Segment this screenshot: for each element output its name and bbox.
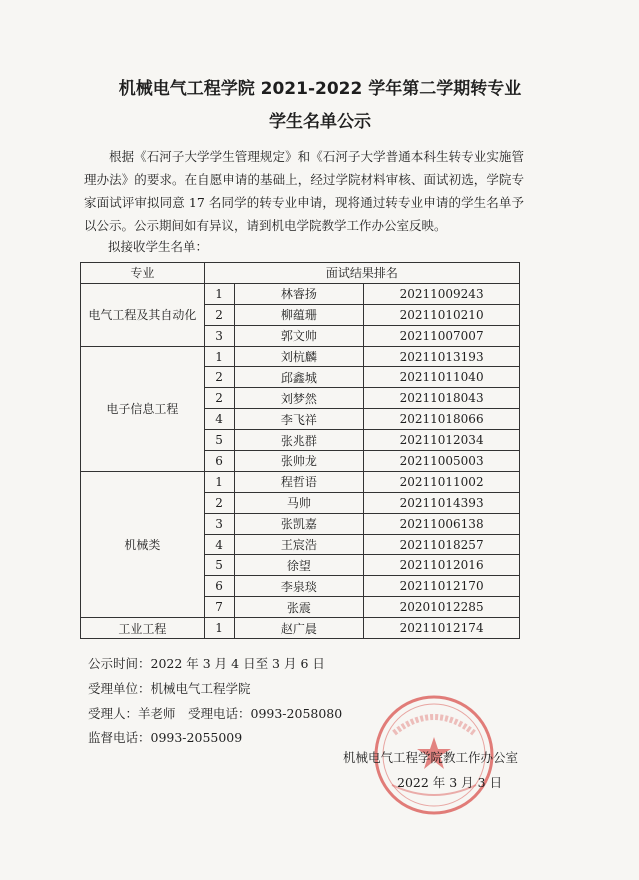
- rank-cell: 2: [204, 388, 234, 409]
- student-name-cell: 徐望: [234, 555, 364, 576]
- student-id-cell: 20211012170: [364, 576, 520, 597]
- student-id-cell: 20211012174: [364, 618, 520, 639]
- rank-cell: 4: [204, 534, 234, 555]
- column-header-major: 专业: [81, 263, 205, 284]
- student-name-cell: 王宸浩: [234, 534, 364, 555]
- student-name-cell: 张震: [234, 597, 364, 618]
- student-list-table: [80, 262, 520, 639]
- rank-cell: 2: [204, 367, 234, 388]
- major-cell: 电子信息工程: [81, 346, 205, 471]
- student-name-cell: 李飞祥: [234, 409, 364, 430]
- rank-cell: 5: [204, 430, 234, 451]
- major-cell: 电气工程及其自动化: [81, 283, 205, 346]
- student-name-cell: 张帅龙: [234, 451, 364, 472]
- document-subtitle: 学生名单公示: [269, 112, 371, 132]
- student-name-cell: 柳蕴珊: [234, 304, 364, 325]
- issuer-office: 机械电气工程学院教工作办公室: [343, 750, 519, 765]
- document-title: 机械电气工程学院 2021-2022 学年第二学期转专业: [118, 79, 522, 99]
- intro-paragraph: 根据《石河子大学学生管理规定》和《石河子大学普通本科生转专业实施管理办法》的要求。在自愿申请的基础上，经过学院材料审核、面试初选，学院专家面试评审拟同意 17 名同学的转专业申请，现将通过转专业申请的学生名单予以公示。公示期间如有异议，请到机电学院教学工作办公室反映。: [84, 149, 524, 233]
- student-name-cell: 刘杭麟: [234, 346, 364, 367]
- student-id-cell: 20211014393: [364, 492, 520, 513]
- receiver-contact: 受理人：羊老师 受理电话：0993-2058080: [88, 706, 343, 721]
- rank-cell: 6: [204, 451, 234, 472]
- rank-cell: 5: [204, 555, 234, 576]
- table-row: [81, 346, 520, 367]
- rank-cell: 1: [204, 471, 234, 492]
- table-row: [81, 471, 520, 492]
- student-name-cell: 郭文帅: [234, 325, 364, 346]
- student-id-cell: 20211006138: [364, 513, 520, 534]
- student-name-cell: 马帅: [234, 492, 364, 513]
- table-header-row: [81, 263, 520, 284]
- student-name-cell: 张凯嘉: [234, 513, 364, 534]
- column-header-result: 面试结果排名: [204, 263, 519, 284]
- issue-date: 2022 年 3 月 3 日: [397, 775, 503, 790]
- student-name-cell: 李泉琰: [234, 576, 364, 597]
- student-id-cell: 20211007007: [364, 325, 520, 346]
- rank-cell: 1: [204, 283, 234, 304]
- student-id-cell: 20211011002: [364, 471, 520, 492]
- student-id-cell: 20211018257: [364, 534, 520, 555]
- rank-cell: 2: [204, 304, 234, 325]
- table-row: [81, 283, 520, 304]
- student-id-cell: 20211011040: [364, 367, 520, 388]
- rank-cell: 1: [204, 346, 234, 367]
- rank-cell: 2: [204, 492, 234, 513]
- student-name-cell: 林睿扬: [234, 283, 364, 304]
- student-id-cell: 20211009243: [364, 283, 520, 304]
- student-name-cell: 刘梦然: [234, 388, 364, 409]
- rank-cell: 3: [204, 325, 234, 346]
- table-body: [81, 283, 520, 638]
- major-cell: 工业工程: [81, 618, 205, 639]
- publicity-time: 公示时间：2022 年 3 月 4 日至 3 月 6 日: [88, 656, 325, 671]
- supervision-phone: 监督电话：0993-2055009: [88, 730, 243, 745]
- rank-cell: 7: [204, 597, 234, 618]
- student-name-cell: 邱鑫城: [234, 367, 364, 388]
- major-cell: 机械类: [81, 471, 205, 617]
- student-id-cell: 20201012285: [364, 597, 520, 618]
- student-id-cell: 20211012034: [364, 430, 520, 451]
- list-label: 拟接收学生名单：: [108, 239, 209, 254]
- student-id-cell: 20211013193: [364, 346, 520, 367]
- rank-cell: 6: [204, 576, 234, 597]
- rank-cell: 1: [204, 618, 234, 639]
- student-id-cell: 20211018066: [364, 409, 520, 430]
- student-name-cell: 程哲语: [234, 471, 364, 492]
- student-id-cell: 20211010210: [364, 304, 520, 325]
- rank-cell: 4: [204, 409, 234, 430]
- receiving-unit: 受理单位：机械电气工程学院: [88, 681, 251, 696]
- student-name-cell: 张兆群: [234, 430, 364, 451]
- student-id-cell: 20211018043: [364, 388, 520, 409]
- student-name-cell: 赵广晨: [234, 618, 364, 639]
- rank-cell: 3: [204, 513, 234, 534]
- student-id-cell: 20211012016: [364, 555, 520, 576]
- student-id-cell: 20211005003: [364, 451, 520, 472]
- table-row: [81, 618, 520, 639]
